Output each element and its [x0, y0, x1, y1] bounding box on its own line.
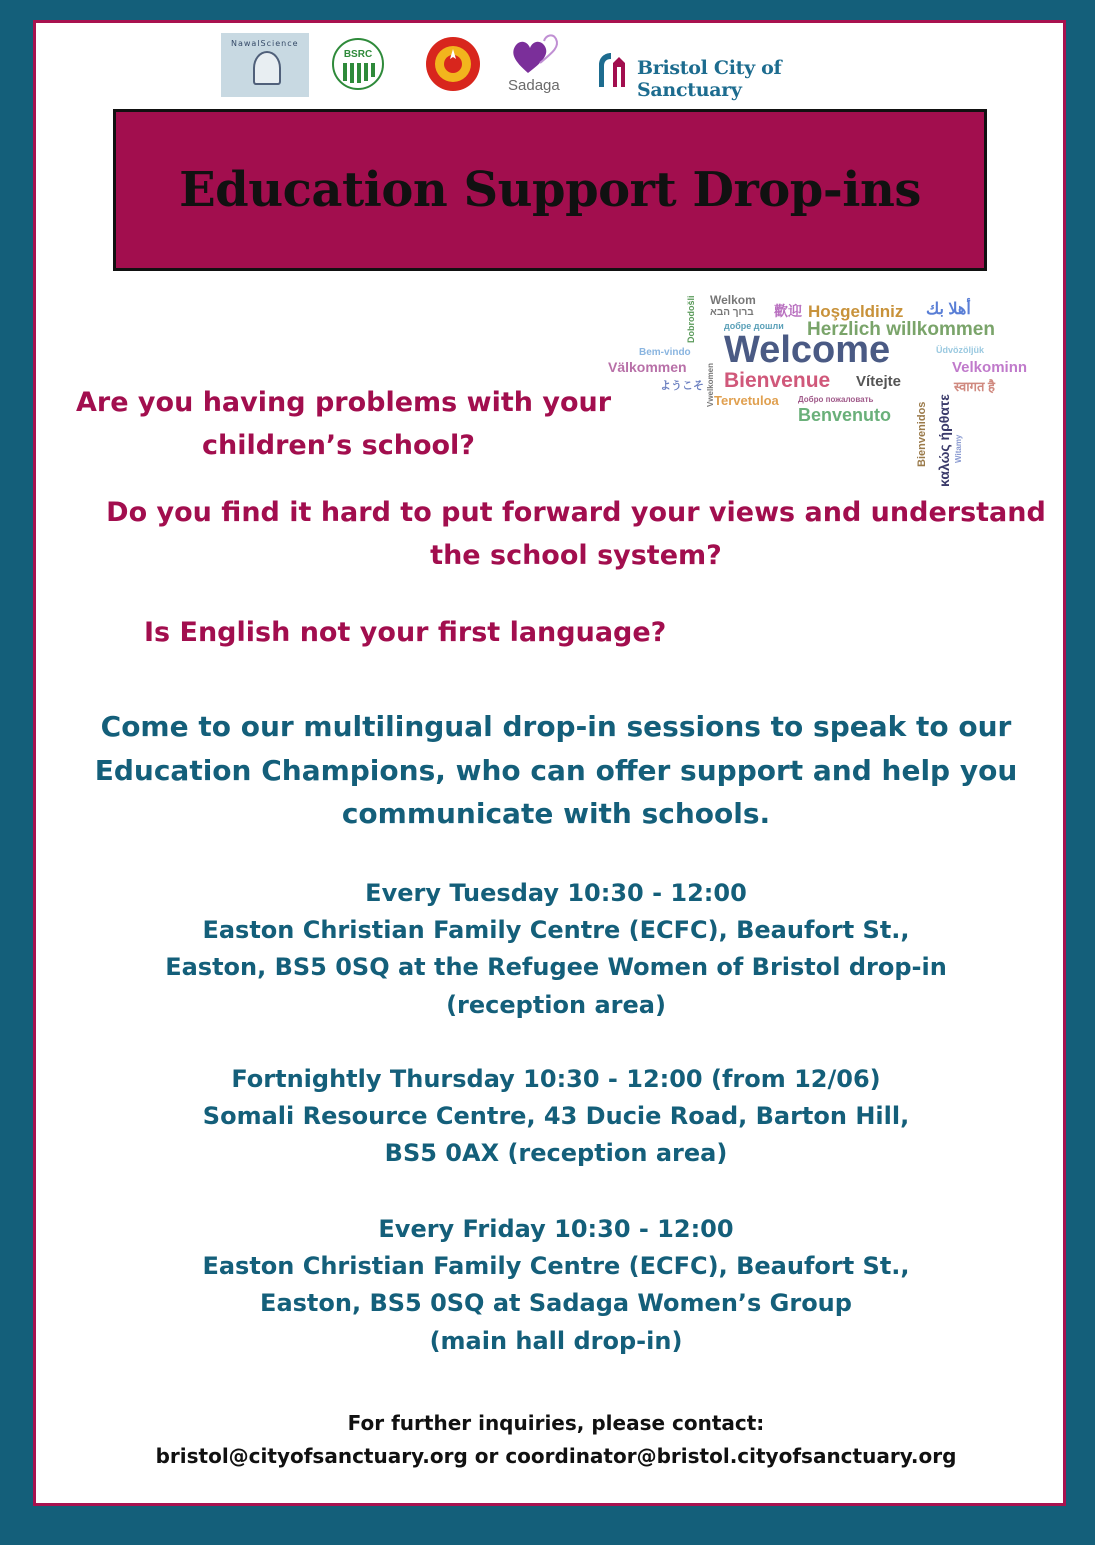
invitation-text: [76, 705, 1036, 836]
session-location: Easton, BS5 0SQ at the Refugee Women of Bristol drop-in: [165, 953, 947, 982]
session-time: Every Tuesday 10:30 - 12:00: [365, 879, 747, 907]
nawalscience-logo-text: NawalScience: [231, 39, 299, 48]
cloud-word: Bem-vindo: [639, 347, 691, 358]
question-line: children’s school?: [202, 430, 475, 462]
session-tuesday: [76, 875, 1036, 1024]
cloud-word: Witamy: [954, 434, 963, 463]
cloud-word: Dobrodošli: [686, 295, 696, 343]
question-line: Do you find it hard to put forward your views and understand: [106, 497, 1046, 528]
flyer-page: [33, 20, 1066, 1506]
cloud-word: Добро пожаловать: [798, 395, 874, 404]
cloud-word: добре дошли: [724, 321, 784, 331]
refugee-women-logo: [424, 35, 482, 93]
question-line: Are you having problems with your: [76, 387, 612, 418]
cloud-word: 歡迎: [774, 303, 802, 319]
nawalscience-logo: [221, 33, 309, 97]
contact-label: For further inquiries, please contact:: [347, 1411, 765, 1435]
cloud-word: Välkommen: [608, 359, 687, 375]
session-thursday: [76, 1061, 1036, 1173]
sadaga-logo: [506, 33, 568, 97]
session-location: Easton Christian Family Centre (ECFC), Beaufort St.,: [202, 1252, 910, 1281]
cloud-word: स्वागत है: [954, 379, 995, 394]
session-location: Easton Christian Family Centre (ECFC), Beaufort St.,: [202, 916, 910, 945]
page-title: Education Support Drop-ins: [179, 162, 921, 218]
bristol-city-of-sanctuary-text: Bristol City of Sanctuary: [637, 57, 782, 101]
session-time: Fortnightly Thursday 10:30 - 12:00 (from 12/06): [231, 1065, 881, 1093]
bsrc-logo: [331, 37, 385, 91]
bristol-city-of-sanctuary-logo: [591, 49, 881, 101]
session-location: Easton, BS5 0SQ at Sadaga Women’s Group: [260, 1289, 852, 1318]
session-location: (main hall drop-in): [429, 1326, 683, 1355]
contact-info: [76, 1407, 1036, 1473]
cloud-word: Welkom: [710, 293, 756, 307]
cloud-word: ようこそ: [660, 380, 704, 392]
title-banner: [113, 109, 987, 271]
cloud-word: Bienvenidos: [916, 401, 928, 467]
partner-logos: [36, 23, 1063, 113]
welcome-word-cloud: [604, 281, 1044, 487]
cloud-word: καλώς ήρθατε: [936, 394, 952, 487]
cloud-word: ברוך הבא: [710, 307, 754, 318]
cloud-word: Hoşgeldiniz: [808, 302, 904, 321]
cloud-word: Herzlich willkommen: [807, 319, 995, 340]
cloud-word: Welcome: [724, 329, 891, 371]
cloud-word: Velkominn: [952, 359, 1028, 376]
question-school-problems: [76, 381, 636, 467]
bsrc-logo-text: BSRC: [343, 49, 373, 60]
question-english: Is English not your first language?: [144, 617, 667, 648]
sadaga-logo-text: Sadaga: [508, 77, 560, 94]
cloud-word: Vítejte: [856, 373, 902, 390]
question-line: the school system?: [430, 540, 722, 572]
question-school-system: [96, 491, 1056, 577]
cloud-word: Tervetuloa: [714, 393, 779, 408]
cloud-word: Bienvenue: [724, 369, 831, 392]
invitation-line: Come to our multilingual drop-in sessions to speak to our: [100, 710, 1012, 743]
invitation-line: Education Champions, who can offer support and help you: [94, 753, 1018, 787]
session-location: BS5 0AX (reception area): [384, 1139, 728, 1168]
cloud-word: Üdvözöljük: [936, 345, 985, 355]
cloud-word: Vwelkomen: [706, 362, 715, 407]
invitation-line: communicate with schools.: [341, 797, 771, 831]
session-friday: [76, 1211, 1036, 1360]
session-location: Somali Resource Centre, 43 Ducie Road, Barton Hill,: [202, 1102, 910, 1131]
cloud-word: أهلا بك: [926, 301, 971, 318]
cloud-word: Benvenuto: [798, 405, 892, 425]
session-time: Every Friday 10:30 - 12:00: [378, 1215, 734, 1243]
session-location: (reception area): [446, 990, 666, 1019]
contact-emails[interactable]: bristol@cityofsanctuary.org or coordinator@bristol.cityofsanctuary.org: [155, 1444, 957, 1468]
